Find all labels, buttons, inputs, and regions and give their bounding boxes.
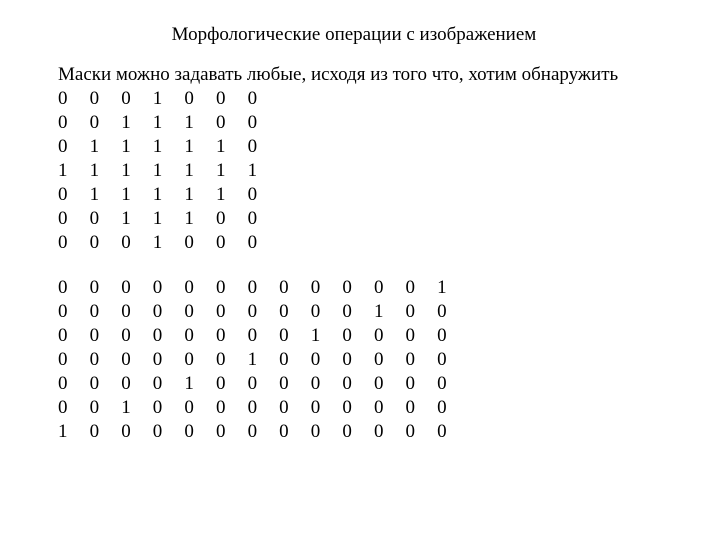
matrix-cell: 1	[247, 349, 258, 370]
matrix-cell: 0	[58, 208, 68, 229]
matrix-cell: 0	[121, 421, 131, 442]
matrix-cell: 1	[121, 136, 131, 157]
matrix-cell: 0	[279, 325, 289, 346]
matrix-cell: 1	[58, 421, 68, 442]
matrix-cell: 0	[247, 232, 258, 253]
matrix-cell: 0	[342, 373, 352, 394]
matrix-cell: 0	[58, 112, 68, 133]
matrix-cell: 0	[405, 301, 416, 322]
matrix-row	[58, 324, 469, 348]
matrix-cell: 0	[247, 208, 258, 229]
matrix-cell: 1	[184, 112, 194, 133]
matrix-cell: 0	[215, 421, 226, 442]
matrix-cell: 1	[89, 136, 100, 157]
matrix-cell: 0	[279, 277, 289, 298]
matrix-row	[58, 231, 279, 255]
matrix-cell: 0	[310, 397, 321, 418]
matrix-cell: 0	[58, 325, 68, 346]
matrix-row	[58, 111, 279, 135]
matrix-cell: 1	[184, 373, 194, 394]
matrix-cell: 0	[89, 421, 100, 442]
matrix-cell: 0	[247, 301, 258, 322]
matrix-cell: 0	[215, 208, 226, 229]
matrix-cell: 1	[184, 208, 194, 229]
matrix-cell: 0	[89, 301, 100, 322]
matrix-cell: 0	[121, 277, 131, 298]
matrix-cell: 0	[310, 301, 321, 322]
matrix-cell: 0	[279, 397, 289, 418]
matrix-row	[58, 159, 279, 183]
matrix-cell: 0	[247, 277, 258, 298]
matrix-cell: 0	[215, 373, 226, 394]
matrix-cell: 0	[215, 397, 226, 418]
matrix-cell: 0	[247, 373, 258, 394]
matrix-cell: 0	[279, 421, 289, 442]
matrix-cell: 1	[152, 232, 163, 253]
matrix-cell: 0	[437, 397, 447, 418]
matrix-cell: 0	[437, 373, 447, 394]
matrix-cell: 1	[152, 184, 163, 205]
matrix-cell: 0	[247, 325, 258, 346]
matrix-cell: 0	[310, 373, 321, 394]
matrix-cell: 0	[184, 349, 194, 370]
matrix-row	[58, 396, 469, 420]
matrix-cell: 0	[247, 397, 258, 418]
matrix-cell: 0	[342, 397, 352, 418]
matrix-cell: 0	[247, 421, 258, 442]
matrix-cell: 0	[89, 373, 100, 394]
matrix-cell: 0	[184, 421, 194, 442]
matrix-row	[58, 183, 279, 207]
matrix-cell: 0	[342, 349, 352, 370]
matrix-cell: 0	[215, 349, 226, 370]
matrix-cell: 0	[342, 421, 352, 442]
diagonal-matrix	[58, 276, 469, 444]
matrix-cell: 1	[184, 160, 194, 181]
matrix-cell: 0	[121, 373, 131, 394]
matrix-cell: 1	[184, 184, 194, 205]
matrix-cell: 1	[152, 160, 163, 181]
mask-matrix	[58, 87, 279, 255]
matrix-cell: 0	[373, 373, 384, 394]
matrix-cell: 0	[310, 421, 321, 442]
matrix-cell: 0	[58, 232, 68, 253]
matrix-cell: 0	[215, 301, 226, 322]
matrix-cell: 0	[184, 88, 194, 109]
matrix-cell: 1	[247, 160, 258, 181]
matrix-cell: 1	[373, 301, 384, 322]
matrix-cell: 0	[215, 325, 226, 346]
matrix-cell: 0	[373, 397, 384, 418]
matrix-cell: 0	[405, 397, 416, 418]
matrix-cell: 0	[373, 277, 384, 298]
matrix-cell: 1	[58, 160, 68, 181]
matrix-cell: 0	[247, 184, 258, 205]
matrix-cell: 0	[279, 301, 289, 322]
matrix-cell: 1	[215, 184, 226, 205]
matrix-row	[58, 300, 469, 324]
matrix-cell: 0	[405, 373, 416, 394]
matrix-cell: 0	[373, 421, 384, 442]
matrix-cell: 0	[89, 232, 100, 253]
matrix-row	[58, 372, 469, 396]
matrix-cell: 0	[121, 301, 131, 322]
matrix-cell: 0	[310, 277, 321, 298]
matrix-cell: 0	[405, 325, 416, 346]
matrix-cell: 0	[405, 277, 416, 298]
matrix-cell: 0	[58, 184, 68, 205]
matrix-cell: 0	[373, 349, 384, 370]
matrix-cell: 0	[437, 301, 447, 322]
matrix-cell: 0	[121, 232, 131, 253]
matrix-cell: 0	[184, 397, 194, 418]
matrix-cell: 0	[152, 325, 163, 346]
matrix-cell: 0	[310, 349, 321, 370]
matrix-cell: 1	[152, 88, 163, 109]
matrix-cell: 0	[215, 112, 226, 133]
matrix-cell: 0	[247, 112, 258, 133]
intro-text: Маски можно задавать любые, исходя из того что, хотим обнаружить	[58, 64, 619, 85]
matrix-cell: 0	[89, 325, 100, 346]
matrix-cell: 1	[310, 325, 321, 346]
matrix-cell: 0	[342, 277, 352, 298]
matrix-cell: 0	[405, 421, 416, 442]
matrix-cell: 1	[152, 112, 163, 133]
matrix-cell: 0	[184, 277, 194, 298]
matrix-cell: 0	[405, 349, 416, 370]
matrix-cell: 0	[152, 397, 163, 418]
matrix-cell: 1	[121, 112, 131, 133]
matrix-cell: 0	[58, 88, 68, 109]
matrix-cell: 1	[121, 160, 131, 181]
matrix-cell: 0	[89, 208, 100, 229]
matrix-cell: 0	[215, 232, 226, 253]
matrix-cell: 1	[215, 160, 226, 181]
matrix-cell: 0	[152, 277, 163, 298]
matrix-row	[58, 207, 279, 231]
matrix-cell: 0	[437, 421, 447, 442]
matrix-cell: 0	[121, 88, 131, 109]
matrix-cell: 0	[58, 301, 68, 322]
matrix-cell: 1	[89, 184, 100, 205]
matrix-cell: 0	[247, 136, 258, 157]
matrix-cell: 0	[373, 325, 384, 346]
matrix-row	[58, 420, 469, 444]
slide-title: Морфологические операции с изображением	[171, 24, 537, 45]
matrix-cell: 1	[89, 160, 100, 181]
matrix-cell: 0	[437, 349, 447, 370]
matrix-cell: 0	[279, 349, 289, 370]
matrix-cell: 1	[121, 184, 131, 205]
matrix-cell: 0	[58, 277, 68, 298]
matrix-cell: 0	[121, 325, 131, 346]
matrix-row	[58, 135, 279, 159]
matrix-cell: 1	[152, 208, 163, 229]
matrix-cell: 0	[247, 88, 258, 109]
matrix-cell: 0	[342, 301, 352, 322]
matrix-cell: 0	[215, 277, 226, 298]
matrix-cell: 0	[437, 325, 447, 346]
matrix-row	[58, 276, 469, 300]
matrix-cell: 0	[342, 325, 352, 346]
matrix-cell: 0	[58, 373, 68, 394]
matrix-cell: 0	[89, 88, 100, 109]
matrix-cell: 0	[89, 112, 100, 133]
matrix-cell: 0	[58, 136, 68, 157]
matrix-cell: 0	[58, 349, 68, 370]
matrix-cell: 1	[121, 397, 131, 418]
matrix-cell: 0	[89, 397, 100, 418]
matrix-cell: 0	[279, 373, 289, 394]
matrix-cell: 1	[215, 136, 226, 157]
matrix-cell: 0	[89, 277, 100, 298]
matrix-cell: 0	[89, 349, 100, 370]
matrix-cell: 0	[184, 232, 194, 253]
matrix-cell: 0	[184, 325, 194, 346]
matrix-cell: 0	[184, 301, 194, 322]
matrix-cell: 1	[184, 136, 194, 157]
matrix-cell: 1	[152, 136, 163, 157]
matrix-cell: 0	[152, 349, 163, 370]
matrix-cell: 0	[121, 349, 131, 370]
matrix-cell: 0	[58, 397, 68, 418]
matrix-row	[58, 87, 279, 111]
matrix-cell: 1	[437, 277, 447, 298]
matrix-cell: 0	[152, 301, 163, 322]
matrix-cell: 1	[121, 208, 131, 229]
matrix-row	[58, 348, 469, 372]
matrix-cell: 0	[152, 421, 163, 442]
matrix-cell: 0	[215, 88, 226, 109]
matrix-cell: 0	[152, 373, 163, 394]
